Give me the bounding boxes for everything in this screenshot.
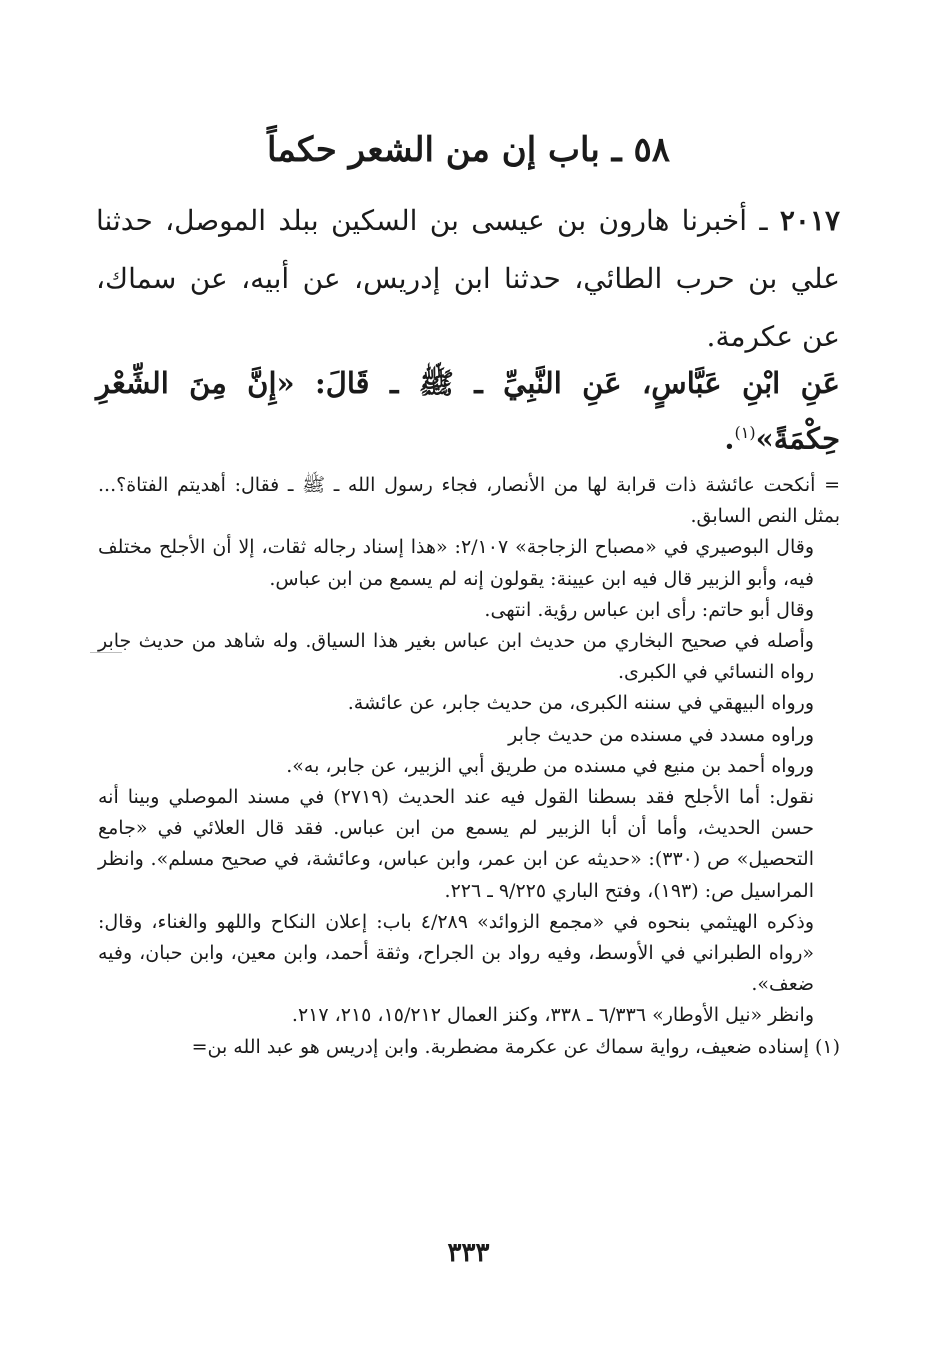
hadith-isnad <box>96 192 840 366</box>
hadith-number: ٢٠١٧ <box>779 204 840 237</box>
matn-text: عَنِ ابْنِ عَبَّاسٍ، عَنِ النَّبِيِّ ـ ﷺ ـ قَالَ: «إِنَّ مِنَ الشِّعْرِ حِكْمَةً» <box>96 366 840 456</box>
hadith-matn <box>96 358 840 464</box>
footnote-paragraph: ورواه البيهقي في سننه الكبرى، من حديث جابر، عن عائشة. <box>347 692 814 715</box>
footnote-paragraph: وقال أبو حاتم: رأى ابن عباس رؤية. انتهى. <box>484 598 814 621</box>
footnote-paragraph: وانظر «نيل الأوطار» ٦/٣٣٦ ـ ٣٣٨، وكنز العمال ١٥/٢١٢، ٢١٥، ٢١٧. <box>291 1004 814 1027</box>
footnote-paragraph: وذكره الهيثمي بنحوه في «مجمع الزوائد» ٤/٢٨٩ باب: إعلان النكاح واللهو والغناء، وقال: «رواه الطبراني في الأوسط، وفيه رواد بن الجراح، وثقة أحمد، وابن معين، وابن حبان، وفيه ضعف». <box>98 910 815 996</box>
chapter-title: ٥٨ ـ باب إن من الشعر حكماً <box>267 130 670 170</box>
footnotes-section <box>98 470 840 1063</box>
footnote-paragraph: وراوه مسدد في مسنده من حديث جابر <box>508 723 814 746</box>
footnote-reference: (١) <box>734 423 756 442</box>
footnote-paragraph: وقال البوصيري في «مصباح الزجاجة» ٢/١٠٧: «هذا إسناد رجاله ثقات، إلا أن الأجلح مختلف فيه، وأبو الزبير قال فيه ابن عيينة: يقولون إنه لم يسمع من ابن عباس. <box>98 536 814 590</box>
footnote-1: (١) إسناده ضعيف، رواية سماك عن عكرمة مضطربة. وابن إدريس هو عبد الله بن= <box>191 1035 840 1058</box>
matn-end: . <box>724 421 735 456</box>
page-number: ٣٣٣ <box>447 1238 490 1268</box>
footnote-paragraph: وأصله في صحيح البخاري من حديث ابن عباس بغير هذا السياق. وله شاهد من حديث جابر رواه النسائي في الكبرى. <box>98 630 814 684</box>
isnad-text: ـ أخبرنا هارون بن عيسى بن السكين ببلد الموصل، حدثنا علي بن حرب الطائي، حدثنا ابن إدريس، عن أبيه، عن سماك، عن عكرمة. <box>96 204 840 353</box>
footnote-continuation: = أنكحت عائشة ذات قرابة لها من الأنصار، فجاء رسول الله ـ ﷺ ـ فقال: أهديتم الفتاة؟... بمثل النص السابق. <box>98 474 840 528</box>
footnote-paragraph: نقول: أما الأجلح فقد بسطنا القول فيه عند الحديث (٢٧١٩) في مسند الموصلي وبينا أنه حسن الحديث، وأما أن أبا الزبير لم يسمع من ابن عباس. فقد قال العلائي في «جامع التحصيل» ص (٣٣٠): «حديثه عن ابن عمر، وابن عباس، وعائشة، في صحيح مسلم». وانظر المراسيل ص: (١٩٣)، وفتح الباري ٩/٢٢٥ ـ ٢٢٦. <box>98 786 814 902</box>
footnote-paragraph: ورواه أحمد بن منيع في مسنده من طريق أبي الزبير، عن جابر، به». <box>286 754 814 777</box>
